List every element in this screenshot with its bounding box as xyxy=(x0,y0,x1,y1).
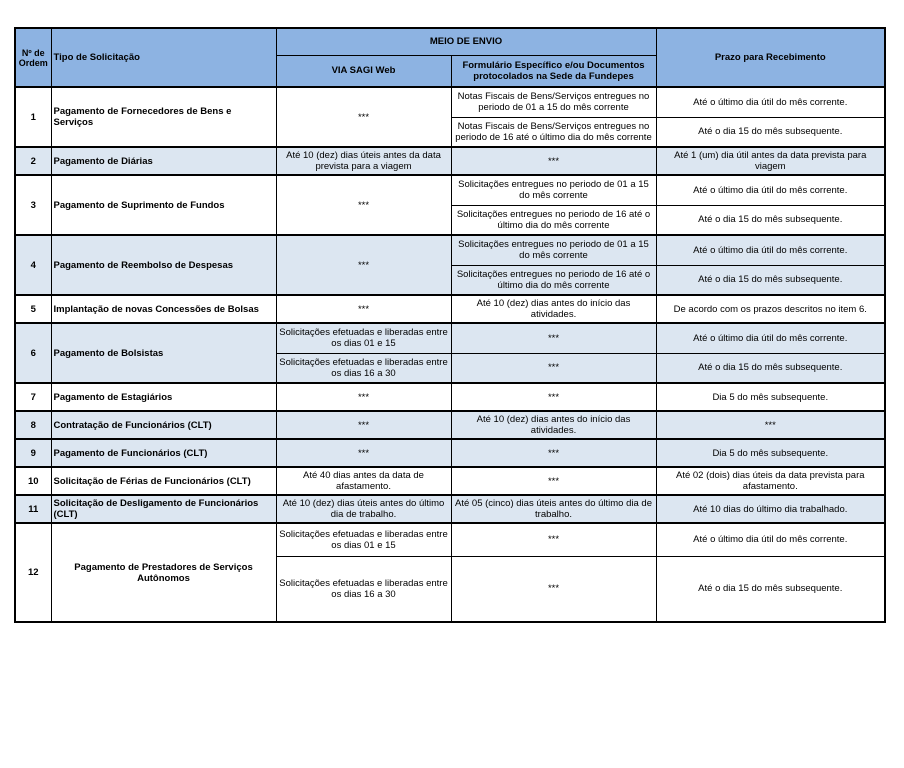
row-number: 3 xyxy=(15,175,51,235)
row-type: Pagamento de Funcionários (CLT) xyxy=(51,439,276,467)
row-sagi: Até 10 (dez) dias úteis antes do último dia de trabalho. xyxy=(276,495,451,523)
row-sagi: Até 40 dias antes da data de afastamento. xyxy=(276,467,451,495)
table-row xyxy=(15,295,885,323)
row-type: Contratação de Funcionários (CLT) xyxy=(51,411,276,439)
row-prazo: Até o dia 15 do mês subsequente. xyxy=(656,556,885,622)
row-type: Pagamento de Diárias xyxy=(51,147,276,175)
row-number: 1 xyxy=(15,87,51,147)
header-meio: MEIO DE ENVIO xyxy=(276,28,656,55)
deadline-table xyxy=(14,27,886,623)
row-form: Solicitações entregues no periodo de 16 até o último dia do mês corrente xyxy=(451,205,656,235)
table-row xyxy=(15,175,885,205)
row-prazo: Até 1 (um) dia útil antes da data prevista para viagem xyxy=(656,147,885,175)
table-row xyxy=(15,383,885,411)
row-number: 8 xyxy=(15,411,51,439)
row-number: 6 xyxy=(15,323,51,383)
table-row xyxy=(15,495,885,523)
row-form: Até 05 (cinco) dias úteis antes do último dia de trabalho. xyxy=(451,495,656,523)
table-row xyxy=(15,235,885,265)
row-sagi: Solicitações efetuadas e liberadas entre os dias 01 e 15 xyxy=(276,523,451,556)
row-number: 12 xyxy=(15,523,51,622)
row-form: *** xyxy=(451,523,656,556)
row-form: *** xyxy=(451,556,656,622)
row-number: 2 xyxy=(15,147,51,175)
row-sagi: *** xyxy=(276,235,451,295)
row-form: Até 10 (dez) dias antes do início das atividades. xyxy=(451,411,656,439)
row-form: *** xyxy=(451,147,656,175)
row-sagi: *** xyxy=(276,87,451,147)
row-prazo: De acordo com os prazos descritos no item 6. xyxy=(656,295,885,323)
row-type: Solicitação de Desligamento de Funcionários (CLT) xyxy=(51,495,276,523)
table-row xyxy=(15,439,885,467)
table-body xyxy=(15,87,885,622)
row-prazo: Até o último dia útil do mês corrente. xyxy=(656,323,885,353)
table-row xyxy=(15,323,885,353)
row-type: Solicitação de Férias de Funcionários (CLT) xyxy=(51,467,276,495)
row-form: Notas Fiscais de Bens/Serviços entregues no periodo de 01 a 15 do mês corrente xyxy=(451,87,656,117)
row-prazo: Dia 5 do mês subsequente. xyxy=(656,383,885,411)
header-prazo: Prazo para Recebimento xyxy=(656,28,885,87)
row-number: 7 xyxy=(15,383,51,411)
row-sagi: *** xyxy=(276,175,451,235)
row-form: *** xyxy=(451,353,656,383)
row-prazo: Até 10 dias do último dia trabalhado. xyxy=(656,495,885,523)
row-prazo: Dia 5 do mês subsequente. xyxy=(656,439,885,467)
row-prazo: Até o dia 15 do mês subsequente. xyxy=(656,265,885,295)
row-prazo: *** xyxy=(656,411,885,439)
row-type: Pagamento de Prestadores de Serviços Autônomos xyxy=(51,523,276,622)
row-number: 10 xyxy=(15,467,51,495)
row-number: 4 xyxy=(15,235,51,295)
row-sagi: Solicitações efetuadas e liberadas entre os dias 16 a 30 xyxy=(276,353,451,383)
row-prazo: Até o último dia útil do mês corrente. xyxy=(656,87,885,117)
row-number: 9 xyxy=(15,439,51,467)
table-row xyxy=(15,411,885,439)
row-form: Solicitações entregues no periodo de 16 até o último dia do mês corrente xyxy=(451,265,656,295)
row-prazo: Até o último dia útil do mês corrente. xyxy=(656,523,885,556)
row-form: Notas Fiscais de Bens/Serviços entregues no periodo de 16 até o último dia do mês corrente xyxy=(451,117,656,147)
row-sagi: Até 10 (dez) dias úteis antes da data prevista para a viagem xyxy=(276,147,451,175)
row-type: Pagamento de Suprimento de Fundos xyxy=(51,175,276,235)
row-form: Até 10 (dez) dias antes do início das atividades. xyxy=(451,295,656,323)
row-prazo: Até 02 (dois) dias úteis da data prevista para afastamento. xyxy=(656,467,885,495)
row-prazo: Até o dia 15 do mês subsequente. xyxy=(656,117,885,147)
row-type: Pagamento de Bolsistas xyxy=(51,323,276,383)
row-form: *** xyxy=(451,439,656,467)
row-type: Implantação de novas Concessões de Bolsas xyxy=(51,295,276,323)
row-sagi: *** xyxy=(276,411,451,439)
row-form: *** xyxy=(451,467,656,495)
row-number: 11 xyxy=(15,495,51,523)
row-form: *** xyxy=(451,323,656,353)
row-sagi: Solicitações efetuadas e liberadas entre os dias 16 a 30 xyxy=(276,556,451,622)
row-sagi: *** xyxy=(276,295,451,323)
table-row xyxy=(15,523,885,556)
row-prazo: Até o último dia útil do mês corrente. xyxy=(656,235,885,265)
row-form: Solicitações entregues no periodo de 01 a 15 do mês corrente xyxy=(451,175,656,205)
table-header xyxy=(15,28,885,87)
row-type: Pagamento de Fornecedores de Bens e Serviços xyxy=(51,87,276,147)
table-row xyxy=(15,147,885,175)
row-sagi: *** xyxy=(276,383,451,411)
header-sagi: VIA SAGI Web xyxy=(276,55,451,87)
header-type: Tipo de Solicitação xyxy=(51,28,276,87)
row-prazo: Até o último dia útil do mês corrente. xyxy=(656,175,885,205)
row-form: *** xyxy=(451,383,656,411)
row-prazo: Até o dia 15 do mês subsequente. xyxy=(656,353,885,383)
row-type: Pagamento de Reembolso de Despesas xyxy=(51,235,276,295)
table-row xyxy=(15,467,885,495)
row-sagi: Solicitações efetuadas e liberadas entre os dias 01 e 15 xyxy=(276,323,451,353)
row-prazo: Até o dia 15 do mês subsequente. xyxy=(656,205,885,235)
header-num: Nº de Ordem xyxy=(15,28,51,87)
row-form: Solicitações entregues no periodo de 01 a 15 do mês corrente xyxy=(451,235,656,265)
row-type: Pagamento de Estagiários xyxy=(51,383,276,411)
row-sagi: *** xyxy=(276,439,451,467)
row-number: 5 xyxy=(15,295,51,323)
table-row xyxy=(15,87,885,117)
header-form: Formulário Específico e/ou Documentos protocolados na Sede da Fundepes xyxy=(451,55,656,87)
